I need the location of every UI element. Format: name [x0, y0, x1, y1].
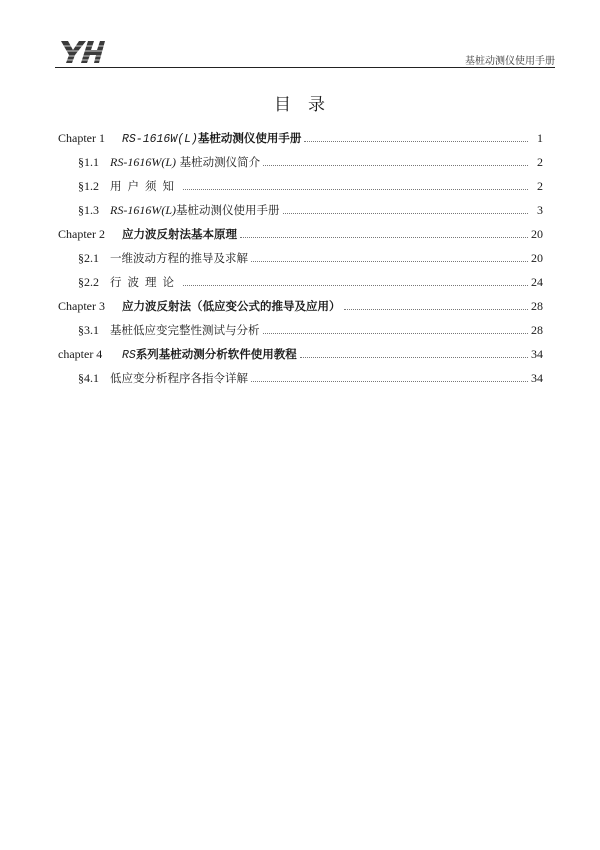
toc-title: [110, 370, 248, 386]
toc-section-row[interactable]: [58, 250, 543, 274]
toc-page-number: 1: [537, 131, 543, 145]
toc-leader: [344, 309, 529, 310]
toc-title-model: RS-1616W(L): [122, 133, 198, 146]
toc-number: Chapter 1: [58, 131, 105, 145]
toc-leader: [251, 261, 528, 262]
toc-page-number: 28: [531, 323, 543, 337]
toc-leader: [183, 285, 528, 286]
toc-leader: [251, 381, 528, 382]
toc-leader: [263, 333, 529, 334]
toc-title-text: 低应变分析程序各指令详解: [110, 371, 248, 385]
toc-number: Chapter 2: [58, 227, 105, 241]
toc-title-text: 一维波动方程的推导及求解: [110, 251, 248, 265]
table-of-contents: [58, 130, 543, 394]
toc-section-row[interactable]: [58, 370, 543, 394]
toc-page-number: 34: [531, 347, 543, 361]
toc-number: §4.1: [78, 371, 99, 385]
toc-title: [110, 178, 180, 194]
toc-title: [110, 154, 260, 170]
yh-logo-icon: [59, 38, 105, 64]
page-title: [0, 90, 600, 115]
toc-title-text: 基桩动测仪使用手册: [197, 131, 302, 145]
toc-page-number: 20: [531, 251, 543, 265]
toc-title: [122, 130, 301, 146]
toc-chapter-row[interactable]: [58, 298, 543, 322]
toc-title-text: 应力波反射法基本原理: [122, 227, 237, 241]
toc-title-text: 行波理论: [110, 275, 180, 289]
toc-title: [110, 250, 248, 266]
toc-leader: [283, 213, 529, 214]
toc-number: chapter 4: [58, 347, 103, 361]
toc-title: [110, 274, 180, 290]
toc-chapter-row[interactable]: [58, 130, 543, 154]
toc-page-number: 28: [531, 299, 543, 313]
toc-number: §2.1: [78, 251, 99, 265]
toc-title-text: 应力波反射法（低应变公式的推导及应用）: [122, 299, 341, 313]
toc-title-text: 基桩动测仪使用手册: [176, 203, 280, 217]
toc-leader: [300, 357, 528, 358]
toc-chapter-row[interactable]: [58, 346, 543, 370]
page-title-left: 目: [274, 95, 292, 115]
toc-number: Chapter 3: [58, 299, 105, 313]
toc-number: §1.1: [78, 155, 99, 169]
toc-number: §1.3: [78, 203, 99, 217]
toc-number: §2.2: [78, 275, 99, 289]
toc-title-text: 基桩低应变完整性测试与分析: [110, 323, 260, 337]
toc-title-model: RS: [122, 349, 136, 362]
toc-chapter-row[interactable]: [58, 226, 543, 250]
toc-section-row[interactable]: [58, 202, 543, 226]
toc-title-model: RS-1616W(L): [110, 155, 176, 169]
toc-page-number: 3: [537, 203, 543, 217]
toc-page-number: 20: [531, 227, 543, 241]
toc-number: §1.2: [78, 179, 99, 193]
toc-title-text: 基桩动测仪简介: [176, 155, 261, 169]
toc-title-model: RS-1616W(L): [110, 203, 176, 217]
header-rule: [55, 67, 555, 68]
toc-title: [122, 346, 297, 362]
toc-title: [122, 226, 237, 242]
toc-number: §3.1: [78, 323, 99, 337]
toc-leader: [263, 165, 528, 166]
page-header: [55, 38, 555, 70]
toc-page-number: 2: [537, 155, 543, 169]
toc-section-row[interactable]: [58, 322, 543, 346]
toc-section-row[interactable]: [58, 154, 543, 178]
toc-page-number: 24: [531, 275, 543, 289]
toc-page-number: 2: [537, 179, 543, 193]
toc-title: [110, 202, 280, 218]
toc-section-row[interactable]: [58, 274, 543, 298]
toc-title: [122, 298, 341, 314]
toc-leader: [240, 237, 528, 238]
page-title-right: 录: [308, 95, 326, 115]
header-title: 基桩动测仪使用手册: [465, 56, 555, 67]
toc-title: [110, 322, 260, 338]
toc-page-number: 34: [531, 371, 543, 385]
toc-title-text: 系列基桩动测分析软件使用教程: [135, 347, 297, 361]
toc-title-text: 用户须知: [110, 179, 180, 193]
toc-leader: [183, 189, 528, 190]
toc-section-row[interactable]: [58, 178, 543, 202]
toc-leader: [304, 141, 528, 142]
